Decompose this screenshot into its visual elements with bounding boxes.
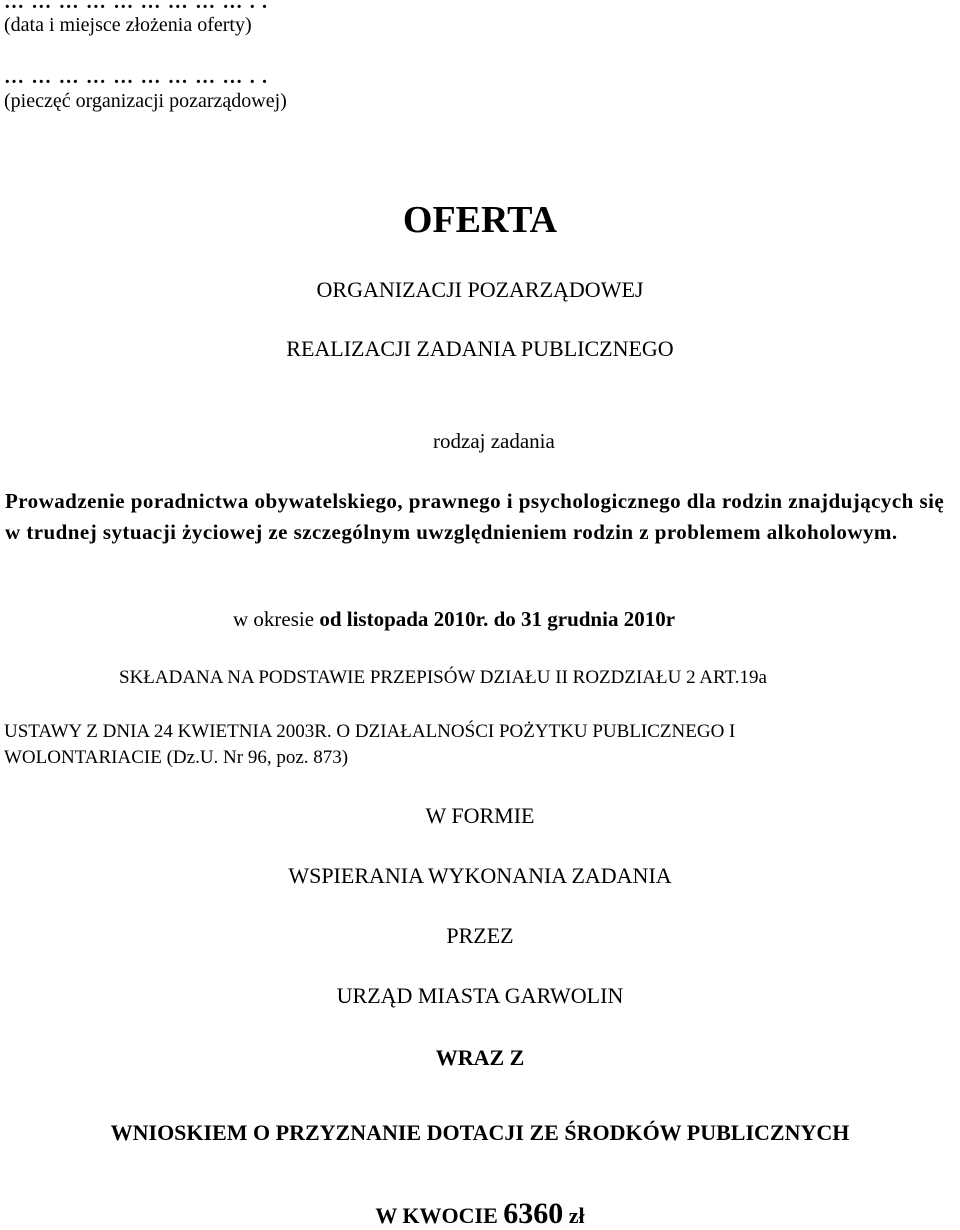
amount-prefix: W KWOCIE: [375, 1203, 498, 1228]
legal-basis-line-2: USTAWY Z DNIA 24 KWIETNIA 2003R. O DZIAŁALNOŚCI POŻYTKU PUBLICZNEGO I: [4, 721, 736, 742]
period-range: od listopada 2010r. do 31 grudnia 2010r: [319, 607, 676, 631]
form-line-in-form: W FORMIE: [425, 803, 535, 828]
amount-line: [0, 1199, 960, 1229]
stamp-dotted-line: ………………………..: [4, 66, 275, 88]
form-line-support: WSPIERANIA WYKONANIA ZADANIA: [288, 863, 672, 888]
legal-basis-line-1: SKŁADANA NA PODSTAWIE PRZEPISÓW DZIAŁU II ROZDZIAŁU 2 ART.19a: [119, 667, 767, 688]
period-line: [233, 609, 675, 630]
amount-currency: zł: [568, 1203, 585, 1228]
date-place-dotted-line: ………………………..: [4, 0, 275, 13]
amount-value: 6360: [503, 1197, 564, 1230]
title-line-organization: ORGANIZACJI POZARZĄDOWEJ: [316, 277, 644, 302]
form-line-application: WNIOSKIEM O PRZYZNANIE DOTACJI ZE ŚRODKÓW PUBLICZNYCH: [110, 1120, 850, 1145]
task-type-label: rodzaj zadania: [433, 429, 555, 453]
document-title: OFERTA: [402, 199, 558, 241]
date-place-caption: (data i miejsce złożenia oferty): [4, 14, 252, 36]
form-line-office: URZĄD MIASTA GARWOLIN: [336, 983, 624, 1008]
stamp-caption: (pieczęć organizacji pozarządowej): [4, 90, 287, 112]
form-line-together-with: WRAZ Z: [435, 1045, 525, 1070]
title-line-public-task: REALIZACJI ZADANIA PUBLICZNEGO: [286, 336, 674, 361]
legal-basis-line-3: WOLONTARIACIE (Dz.U. Nr 96, poz. 873): [4, 747, 349, 768]
task-description: Prowadzenie poradnictwa obywatelskiego, prawnego i psychologicznego dla rodzin znajdujących się w trudnej sytuacji życiowej ze szczególnym uwzględnieniem rodzin z problemem alkoholowym.: [5, 489, 945, 544]
form-line-by: PRZEZ: [446, 923, 514, 948]
period-prefix: w okresie: [233, 607, 320, 631]
